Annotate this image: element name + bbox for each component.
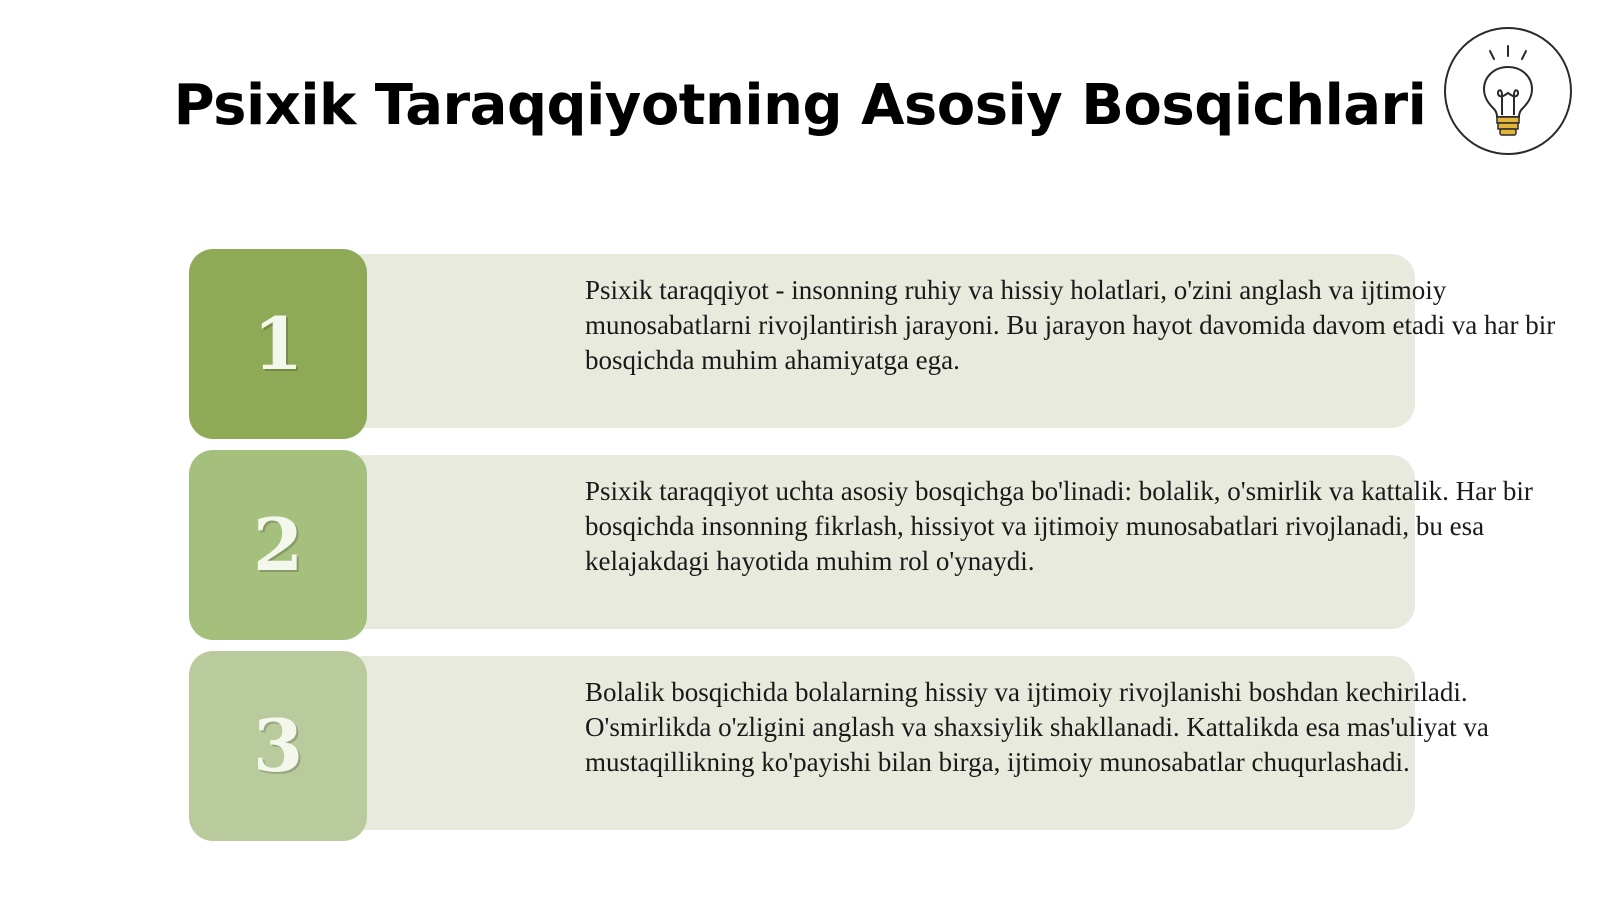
step-item-1 [189, 249, 1556, 439]
lightbulb-badge [1444, 27, 1572, 155]
step-number: 3 [252, 703, 304, 788]
step-number: 2 [252, 502, 304, 587]
step-description: Bolalik bosqichida bolalarning hissiy va ijtimoiy rivojlanishi boshdan kechiriladi. O'smirlikda o'zligini anglash va shaxsiylik shakllanadi. Kattalikda esa mas'uliyat va mustaqillikning ko'payishi bilan birga, ijtimoiy munosabatlar chuqurlashadi. [585, 677, 1489, 777]
step-number-box [189, 249, 367, 439]
step-number-box [189, 450, 367, 640]
step-number: 1 [252, 301, 304, 386]
step-item-2 [189, 450, 1533, 640]
slide-title: Psixik Taraqqiyotning Asosiy Bosqichlari [173, 72, 1427, 138]
step-description: Psixik taraqqiyot - insonning ruhiy va hissiy holatlari, o'zini anglash va ijtimoiy munosabatlarni rivojlantirish jarayoni. Bu jarayon hayot davomida davom etadi va har bir bosqichda muhim ahamiyatga ega. [585, 275, 1556, 375]
step-item-3 [189, 651, 1489, 841]
lightbulb-icon [1446, 29, 1570, 153]
step-number-box [189, 651, 367, 841]
step-description: Psixik taraqqiyot uchta asosiy bosqichga bo'linadi: bolalik, o'smirlik va kattalik. Har bir bosqichda insonning fikrlash, hissiyot va ijtimoiy munosabatlari rivojlanadi, bu esa kelajakdagi hayotida muhim rol o'ynaydi. [585, 476, 1533, 576]
steps-list [189, 249, 1556, 852]
